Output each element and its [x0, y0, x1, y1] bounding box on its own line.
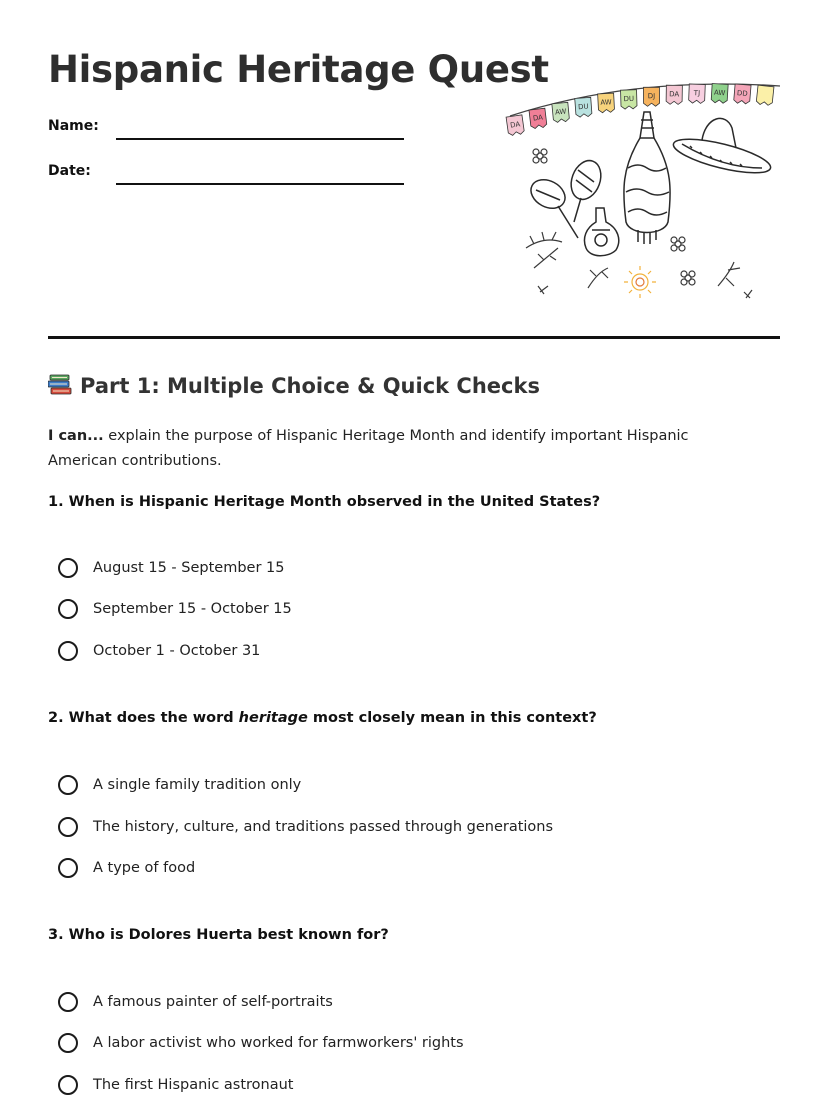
radio-button[interactable] [58, 558, 78, 578]
banner-flag [575, 97, 592, 117]
question-2 [48, 710, 597, 726]
ican-label: I can... [48, 428, 104, 444]
banner-flag-letters: DA [509, 120, 521, 130]
banner-flag-letters: DJ [647, 92, 656, 101]
date-label: Date: [48, 163, 91, 179]
papel-picado-banner [506, 84, 774, 136]
radio-button[interactable] [58, 641, 78, 661]
radio-button[interactable] [58, 992, 78, 1012]
banner-flag [598, 93, 615, 113]
option-label: A famous painter of self-portraits [93, 994, 333, 1010]
banner-flag [506, 115, 524, 136]
banner-flag [529, 108, 547, 129]
banner-flag-letters: DU [623, 94, 635, 104]
radio-button[interactable] [58, 599, 78, 619]
section-divider [48, 336, 780, 339]
banner-flag [689, 84, 706, 104]
option-label: October 1 - October 31 [93, 643, 261, 659]
banner-flag [666, 85, 682, 104]
banner-flag [552, 102, 570, 122]
question-3-option-2[interactable] [58, 1031, 464, 1055]
question-3-option-3[interactable] [58, 1073, 294, 1097]
question-3 [48, 927, 389, 943]
question-1-option-3[interactable] [58, 639, 260, 663]
radio-button[interactable] [58, 1033, 78, 1053]
banner-flag-letters: AW [713, 88, 726, 98]
part1-heading [48, 374, 540, 401]
option-label: A single family tradition only [93, 777, 302, 793]
pinata-icon [624, 112, 670, 244]
option-label: A labor activist who worked for farmworkers' rights [93, 1035, 464, 1051]
option-label: The history, culture, and traditions passed through generations [93, 819, 554, 835]
banner-flag [711, 84, 728, 104]
sombrero-icon [671, 118, 774, 179]
question-1-option-2[interactable] [58, 597, 292, 621]
banner-flag-letters: TJ [693, 89, 701, 98]
banner-flag [734, 84, 752, 104]
banner-flag [756, 85, 774, 106]
question-2-emphasis: heritage [238, 710, 308, 726]
banner-flag-letters: DA [532, 113, 544, 123]
question-3-text: 3. Who is Dolores Huerta best known for? [48, 927, 389, 943]
option-label: The first Hispanic astronaut [93, 1077, 294, 1093]
question-2-text: 2. What does the word [48, 710, 239, 726]
part1-heading-text: Part 1: Multiple Choice & Quick Checks [80, 374, 540, 398]
question-3-option-1[interactable] [58, 990, 333, 1014]
radio-button[interactable] [58, 1075, 78, 1095]
ican-text: explain the purpose of Hispanic Heritage Month and identify important Hispanic American contributions. [48, 428, 689, 469]
bottle-icon [584, 208, 618, 256]
sun-flower-icon [624, 266, 656, 298]
option-label: A type of food [93, 860, 196, 876]
radio-button[interactable] [58, 817, 78, 837]
maracas-icon [526, 156, 606, 238]
name-label: Name: [48, 118, 99, 134]
question-2-option-1[interactable] [58, 773, 301, 797]
question-2-text-end: most closely mean in this context? [307, 710, 597, 726]
question-1-text: 1. When is Hispanic Heritage Month observed in the United States? [48, 494, 601, 510]
banner-flag-letters: AW [554, 107, 567, 117]
radio-button[interactable] [58, 775, 78, 795]
banner-flag-letters: DA [669, 90, 680, 99]
books-icon [48, 374, 72, 401]
fiesta-illustration [504, 72, 784, 308]
flower-decorations [526, 149, 752, 298]
page-title: Hispanic Heritage Quest [48, 48, 549, 91]
date-field[interactable] [116, 183, 404, 185]
option-label: September 15 - October 15 [93, 601, 292, 617]
banner-flag [621, 90, 638, 109]
radio-button[interactable] [58, 858, 78, 878]
question-1-option-1[interactable] [58, 556, 284, 580]
learning-objective [48, 424, 748, 474]
banner-flag [643, 87, 659, 106]
question-2-option-2[interactable] [58, 815, 553, 839]
name-field[interactable] [116, 138, 404, 140]
banner-flag-letters: AW [600, 98, 612, 107]
banner-flag-letters: DD [736, 89, 749, 98]
option-label: August 15 - September 15 [93, 560, 285, 576]
banner-flag-letters: DU [577, 102, 589, 112]
question-1 [48, 494, 600, 510]
question-2-option-3[interactable] [58, 856, 195, 880]
